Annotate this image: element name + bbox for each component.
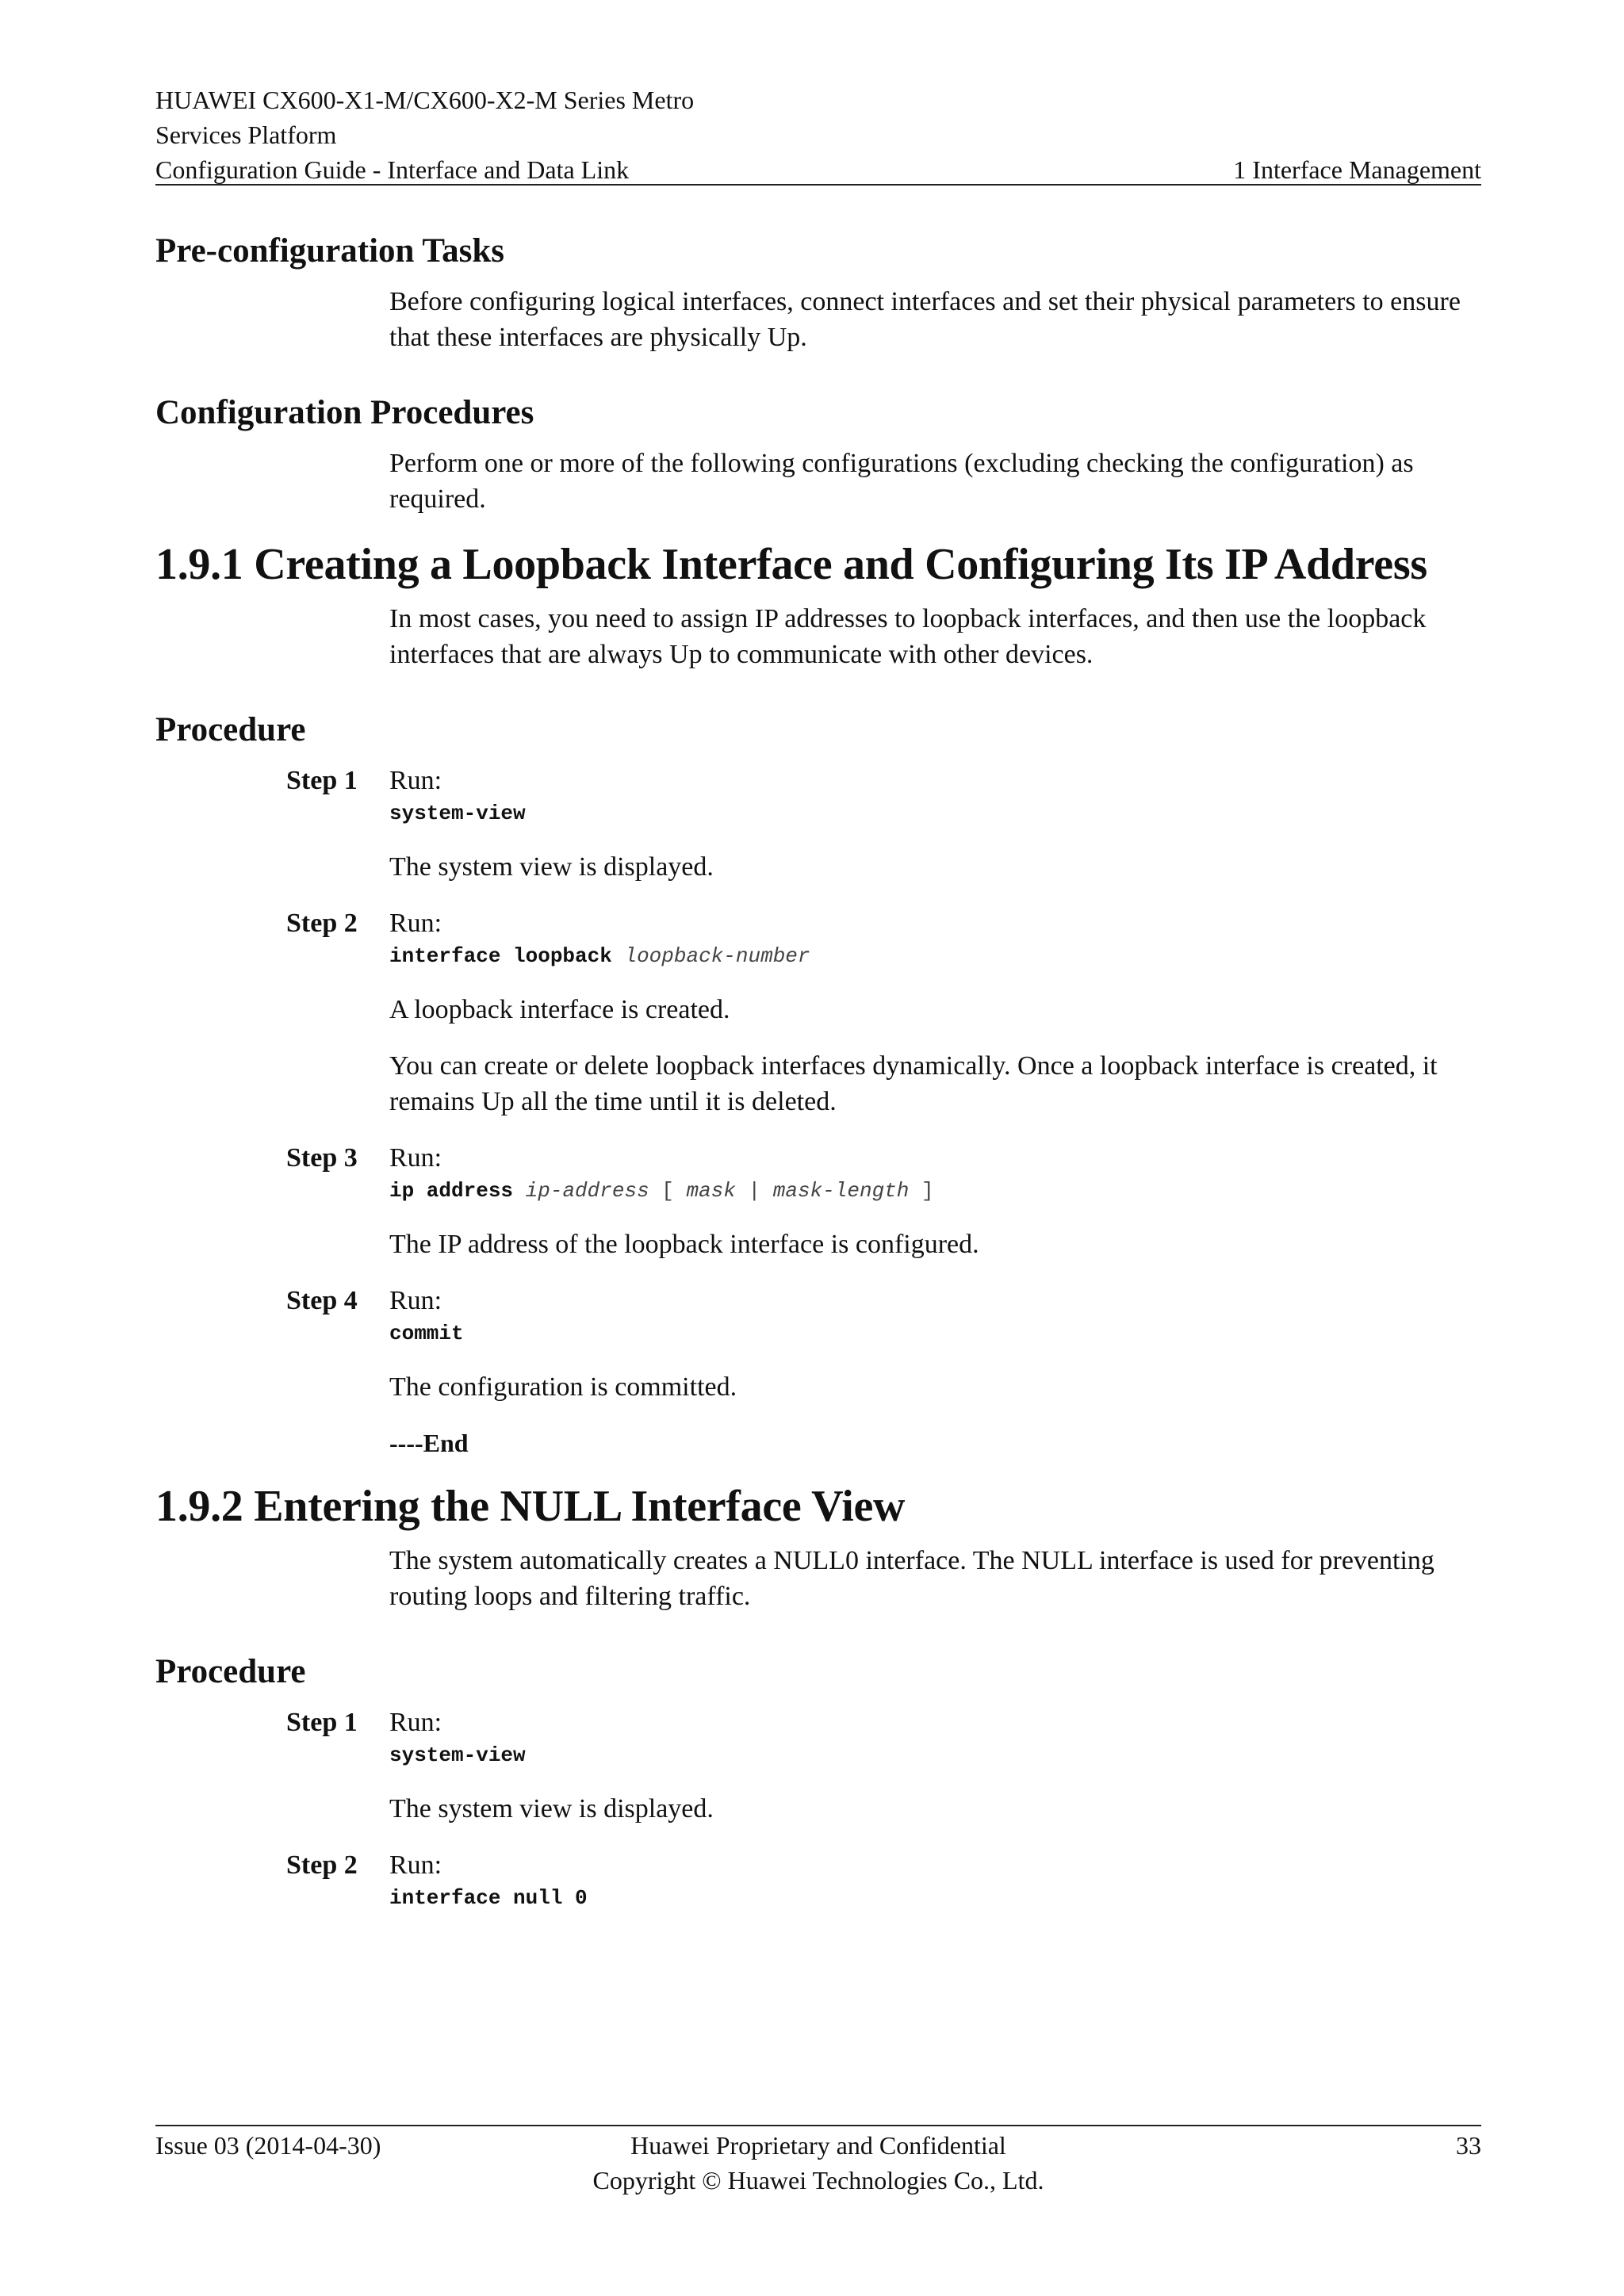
command-line bbox=[389, 798, 1481, 828]
run-label: Run: bbox=[389, 1708, 442, 1737]
procedures-text: Perform one or more of the following configurations (excluding checking the configuration) as required. bbox=[389, 449, 1414, 514]
footer-divider bbox=[155, 2125, 1481, 2126]
command-line bbox=[389, 1740, 1481, 1770]
header-guide-title: Configuration Guide - Interface and Data Link bbox=[155, 155, 630, 184]
command-separator: | bbox=[748, 1179, 761, 1203]
step-label: Step 4 bbox=[286, 1286, 358, 1315]
command-line bbox=[389, 1176, 1481, 1206]
footer-issue: Issue 03 (2014-04-30) bbox=[155, 2131, 381, 2160]
page-header bbox=[155, 82, 1481, 187]
command-parameter: loopback-number bbox=[624, 944, 810, 968]
step-item bbox=[286, 905, 1481, 1119]
command-line bbox=[389, 941, 1481, 971]
command-keyword: system-view bbox=[389, 802, 526, 825]
preconfig-heading: Pre-configuration Tasks bbox=[155, 232, 505, 270]
run-label: Run: bbox=[389, 1850, 442, 1880]
command-parameter: ip-address bbox=[525, 1179, 649, 1203]
section-1-9-1-intro: In most cases, you need to assign IP addresses to loopback interfaces, and then use the loopback interfaces that are always Up to communicate with other devices. bbox=[389, 604, 1427, 669]
run-label: Run: bbox=[389, 1286, 442, 1315]
run-label: Run: bbox=[389, 909, 442, 938]
step-description: The configuration is committed. bbox=[389, 1372, 737, 1402]
step-item bbox=[286, 763, 1481, 885]
procedure-end-marker: ----End bbox=[389, 1429, 469, 1457]
command-keyword: interface loopback bbox=[389, 944, 612, 968]
header-product-line2: Services Platform bbox=[155, 121, 337, 149]
step-item bbox=[286, 1283, 1481, 1405]
step-item bbox=[286, 1705, 1481, 1827]
step-label: Step 2 bbox=[286, 909, 358, 938]
step-note: You can create or delete loopback interfaces dynamically. Once a loopback interface is created, it remains Up all the time until it is deleted. bbox=[389, 1051, 1438, 1116]
run-label: Run: bbox=[389, 766, 442, 795]
step-description: A loopback interface is created. bbox=[389, 995, 730, 1024]
command-bracket-open: [ bbox=[661, 1179, 674, 1203]
command-option-mask: mask bbox=[686, 1179, 736, 1203]
footer-confidential: Huawei Proprietary and Confidential bbox=[630, 2131, 1006, 2160]
preconfig-text: Before configuring logical interfaces, connect interfaces and set their physical parameters to ensure that these interfaces are physically Up. bbox=[389, 287, 1461, 352]
footer-page-number: 33 bbox=[1456, 2131, 1481, 2160]
procedures-heading: Configuration Procedures bbox=[155, 394, 534, 431]
footer-copyright: Copyright © Huawei Technologies Co., Ltd. bbox=[592, 2166, 1044, 2195]
run-label: Run: bbox=[389, 1143, 442, 1173]
step-item bbox=[286, 1140, 1481, 1262]
command-line bbox=[389, 1883, 1481, 1913]
command-keyword: interface null 0 bbox=[389, 1886, 588, 1910]
section-1-9-2-intro: The system automatically creates a NULL0 interface. The NULL interface is used for preventing routing loops and filtering traffic. bbox=[389, 1546, 1434, 1611]
section-1-9-1-heading: 1.9.1 Creating a Loopback Interface and Configuring Its IP Address bbox=[155, 540, 1427, 589]
command-option-mask-length: mask-length bbox=[772, 1179, 910, 1203]
command-bracket-close: ] bbox=[921, 1179, 934, 1203]
header-product-line1: HUAWEI CX600-X1-M/CX600-X2-M Series Metro bbox=[155, 86, 695, 114]
footer-center bbox=[155, 2128, 1481, 2198]
main-content bbox=[155, 230, 1481, 1934]
command-keyword: system-view bbox=[389, 1743, 526, 1767]
step-description: The system view is displayed. bbox=[389, 852, 714, 882]
step-label: Step 1 bbox=[286, 1708, 358, 1737]
step-label: Step 3 bbox=[286, 1143, 358, 1173]
procedure-heading-2: Procedure bbox=[155, 1653, 306, 1690]
step-label: Step 1 bbox=[286, 766, 358, 795]
section-1-9-2-heading: 1.9.2 Entering the NULL Interface View bbox=[155, 1482, 906, 1531]
step-description: The system view is displayed. bbox=[389, 1794, 714, 1823]
step-label: Step 2 bbox=[286, 1850, 358, 1880]
command-keyword: commit bbox=[389, 1322, 464, 1345]
step-item bbox=[286, 1847, 1481, 1913]
header-chapter: 1 Interface Management bbox=[1233, 155, 1481, 184]
command-line bbox=[389, 1318, 1481, 1349]
step-description: The IP address of the loopback interface is configured. bbox=[389, 1230, 979, 1259]
header-divider bbox=[155, 184, 1481, 186]
command-keyword: ip address bbox=[389, 1179, 514, 1203]
procedure-heading-1: Procedure bbox=[155, 711, 306, 748]
